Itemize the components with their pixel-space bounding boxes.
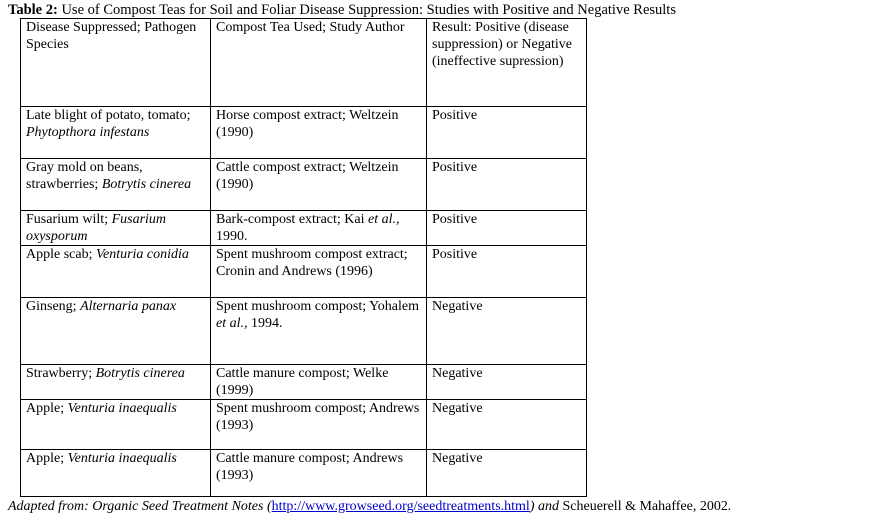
disease-text: Fusarium wilt;	[26, 212, 112, 227]
cell-result: Positive	[427, 211, 587, 246]
caption-label: Table 2:	[8, 2, 58, 18]
source-suffix: .	[727, 499, 732, 514]
cell-compost-tea	[211, 450, 427, 497]
cell-result: Positive	[427, 246, 587, 298]
cell-compost-tea	[211, 365, 427, 400]
tea-text: Cattle manure compost; Welke (1999)	[216, 366, 389, 398]
pathogen-species: Venturia inaequalis	[67, 401, 177, 416]
cell-compost-tea	[211, 298, 427, 365]
pathogen-species: Fusarium oxysporum	[26, 212, 167, 244]
tea-italic: et al.	[368, 212, 397, 227]
cell-disease	[21, 298, 211, 365]
table-caption	[8, 2, 676, 19]
cell-disease	[21, 211, 211, 246]
tea-text: Cattle manure compost; Andrews (1993)	[216, 451, 404, 483]
pathogen-species: Botrytis cinerea	[95, 366, 185, 381]
tea-text: Bark-compost extract; Kai	[216, 212, 369, 227]
disease-text: Strawberry;	[26, 366, 96, 381]
tea-text: Spent mushroom compost; Yohalem	[216, 299, 420, 314]
cell-result: Positive	[427, 107, 587, 159]
disease-text: Apple;	[26, 451, 68, 466]
source-and: ) and	[529, 499, 559, 514]
cell-result: Negative	[427, 450, 587, 497]
header-result: Result: Positive (disease suppression) or Negative (ineffective supression)	[427, 19, 587, 107]
pathogen-species: Botrytis cinerea	[101, 177, 192, 192]
disease-text: Apple scab;	[26, 247, 96, 262]
header-compost-tea: Compost Tea Used; Study Author	[211, 19, 427, 107]
tea-italic: et al.,	[216, 316, 248, 331]
cell-result: Negative	[427, 298, 587, 365]
pathogen-species: Alternaria panax	[80, 299, 177, 314]
table-header-row	[21, 19, 587, 107]
disease-text: Apple;	[26, 401, 68, 416]
cell-compost-tea	[211, 211, 427, 246]
source-note	[8, 498, 731, 515]
tea-text: Spent mushroom compost; Andrews (1993)	[216, 401, 420, 433]
cell-compost-tea	[211, 246, 427, 298]
cell-result: Negative	[427, 365, 587, 400]
table-row	[21, 450, 587, 497]
cell-disease	[21, 159, 211, 211]
table-row	[21, 159, 587, 211]
tea-text: Cattle compost extract; Weltzein (1990)	[216, 160, 399, 192]
table-row	[21, 298, 587, 365]
cell-disease	[21, 365, 211, 400]
cell-result: Positive	[427, 159, 587, 211]
cell-result: Negative	[427, 400, 587, 450]
table-row	[21, 211, 587, 246]
disease-text: Gray mold on beans, strawberries;	[26, 160, 143, 192]
cell-compost-tea	[211, 400, 427, 450]
source-prefix: Adapted from: Organic Seed Treatment Notes (	[8, 499, 272, 514]
pathogen-species: Venturia inaequalis	[67, 451, 177, 466]
cell-compost-tea	[211, 159, 427, 211]
caption-text: Use of Compost Teas for Soil and Foliar Disease Suppression: Studies with Positive and Negative Results	[57, 2, 676, 18]
cell-disease	[21, 246, 211, 298]
cell-disease	[21, 450, 211, 497]
cell-disease	[21, 107, 211, 159]
disease-text: Late blight of potato, tomato;	[26, 108, 191, 123]
compost-tea-table	[20, 18, 587, 497]
source-authors: Scheuerell & Mahaffee, 2002	[559, 499, 728, 514]
growseed-link[interactable]: http://www.growseed.org/seedtreatments.html	[271, 499, 530, 514]
pathogen-species: Phytopthora infestans	[26, 125, 150, 140]
tea-text: Spent mushroom compost extract; Cronin and Andrews (1996)	[216, 247, 408, 279]
header-disease: Disease Suppressed; Pathogen Species	[21, 19, 211, 107]
disease-text: Ginseng;	[26, 299, 81, 314]
tea-text: Horse compost extract; Weltzein (1990)	[216, 108, 399, 140]
tea-text-after: , 1990.	[216, 212, 400, 244]
cell-compost-tea	[211, 107, 427, 159]
table-row	[21, 400, 587, 450]
cell-disease	[21, 400, 211, 450]
table-row	[21, 107, 587, 159]
table-row	[21, 246, 587, 298]
table-row	[21, 365, 587, 400]
tea-text-after: 1994.	[247, 316, 283, 331]
pathogen-species: Venturia conidia	[95, 247, 189, 262]
